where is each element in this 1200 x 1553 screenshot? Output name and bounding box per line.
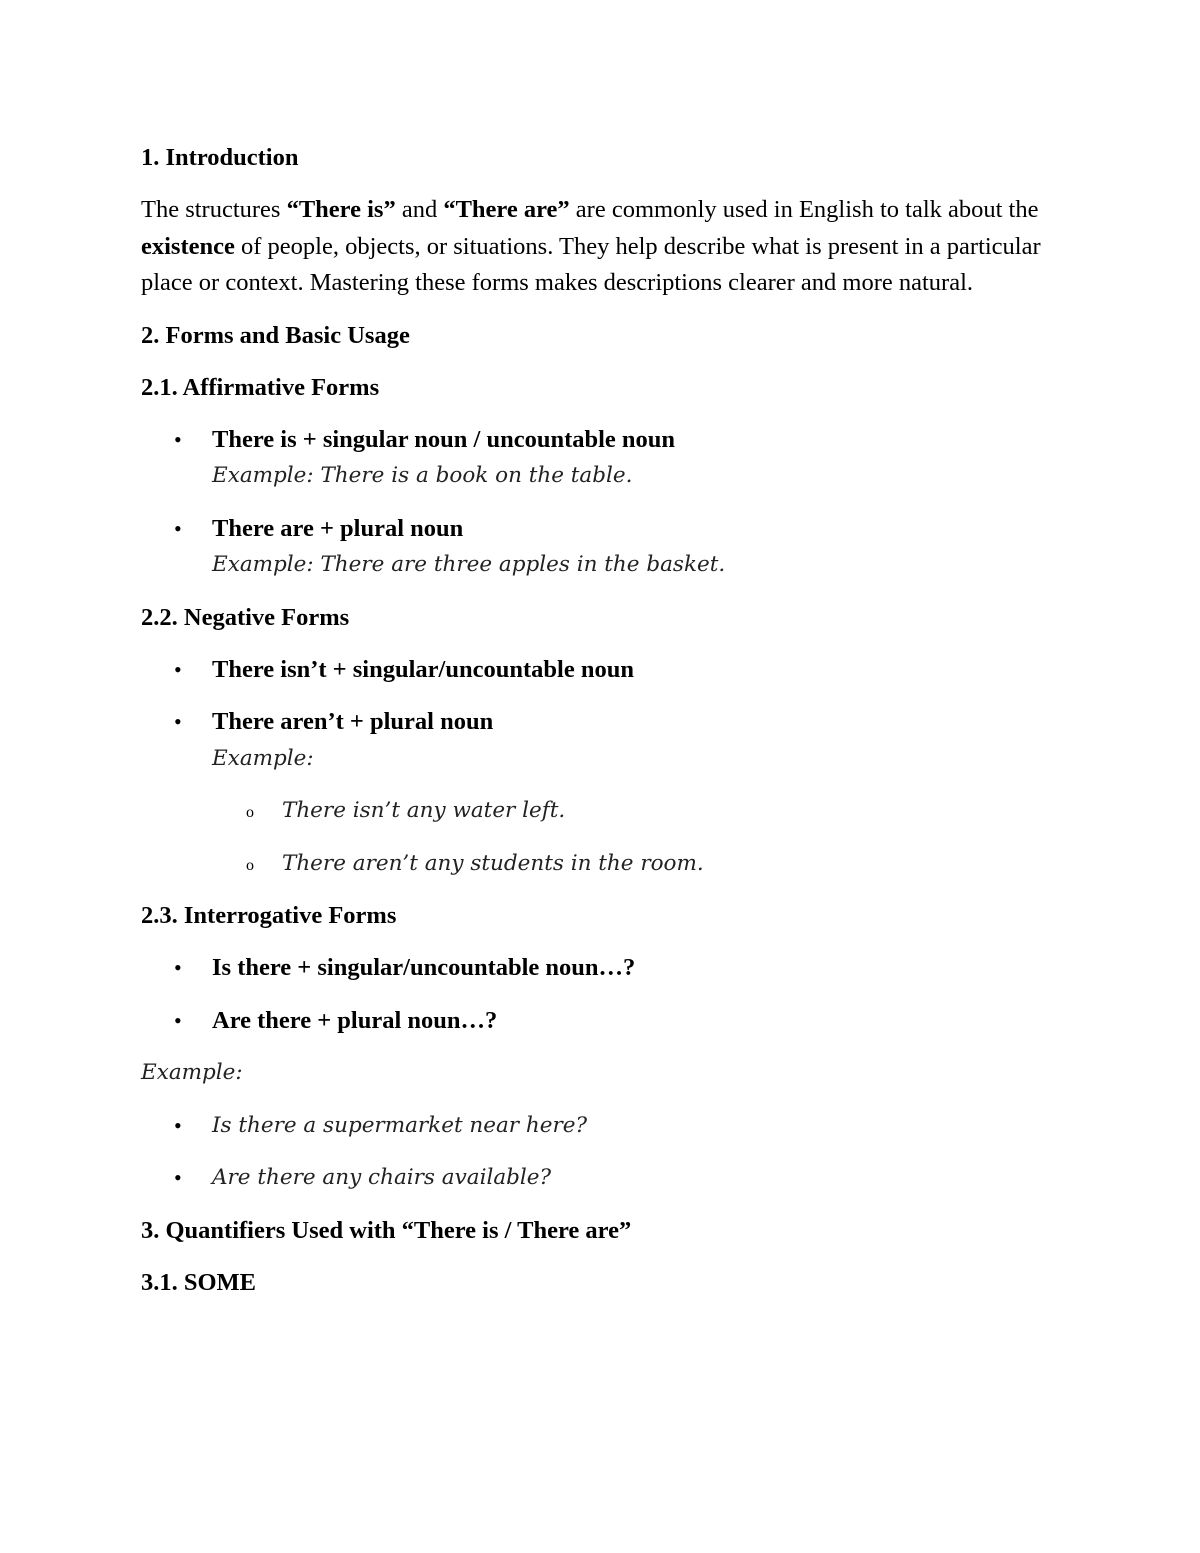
term-there-is: “There is” <box>286 196 396 223</box>
section-2-heading: 2. Forms and Basic Usage <box>141 321 410 349</box>
example-label: Example: <box>212 745 314 771</box>
example-label: Example: <box>141 1060 243 1085</box>
rule-text: • There is + singular noun / uncountable noun <box>212 425 676 453</box>
list-item <box>212 846 1061 883</box>
list-item <box>141 950 1061 987</box>
negative-heading: 2.2. Negative Forms <box>141 603 350 631</box>
affirmative-heading: 2.1. Affirmative Forms <box>141 373 380 401</box>
rule-text: • Are there + plural noun…? <box>212 1006 498 1034</box>
list-item <box>141 1160 1061 1197</box>
rule-text: • There aren’t + plural noun <box>212 708 494 735</box>
example-text: Example: There are three apples in the basket. <box>212 552 726 577</box>
example-text: o There aren’t any students in the room. <box>282 850 704 876</box>
example-text: Example: There is a book on the table. <box>212 463 633 488</box>
section-1-heading: 1. Introduction <box>141 144 299 171</box>
rule-text: • There are + plural noun <box>212 514 464 542</box>
interrogative-examples <box>141 1108 1061 1197</box>
interrogative-heading: 2.3. Interrogative Forms <box>141 902 397 929</box>
affirmative-list <box>141 422 1061 584</box>
list-item <box>212 793 1061 830</box>
term-there-are: “There are” <box>443 196 570 223</box>
list-item <box>141 511 1061 584</box>
example-text: o There isn’t any water left. <box>282 798 566 823</box>
section-3-heading: 3. Quantifiers Used with “There is / There are” <box>141 1216 632 1244</box>
intro-text-2: and <box>395 196 444 223</box>
interrogative-list <box>141 950 1061 1039</box>
some-heading: 3.1. SOME <box>141 1268 257 1296</box>
list-item <box>141 704 1061 882</box>
list-item <box>141 1003 1061 1040</box>
document-page <box>141 140 1061 1317</box>
example-text: • Are there any chairs available? <box>212 1165 552 1190</box>
negative-list <box>141 652 1061 883</box>
list-item <box>141 652 1061 689</box>
list-item <box>141 422 1061 495</box>
intro-text-3: are commonly used in English to talk about the <box>569 196 1039 223</box>
list-item <box>141 1108 1061 1145</box>
example-text: • Is there a supermarket near here? <box>212 1112 588 1138</box>
intro-text-4: of people, objects, or situations. They help describe what is present in a particular place or context. Mastering these forms makes descriptions clearer and more natural. <box>141 232 1041 296</box>
term-existence: existence <box>141 232 235 260</box>
intro-text-1: The structures <box>141 196 287 223</box>
rule-text: • There isn’t + singular/uncountable noun <box>212 655 634 683</box>
intro-paragraph <box>141 192 1061 302</box>
rule-text: • Is there + singular/uncountable noun…? <box>212 954 636 981</box>
negative-examples <box>212 793 1061 882</box>
